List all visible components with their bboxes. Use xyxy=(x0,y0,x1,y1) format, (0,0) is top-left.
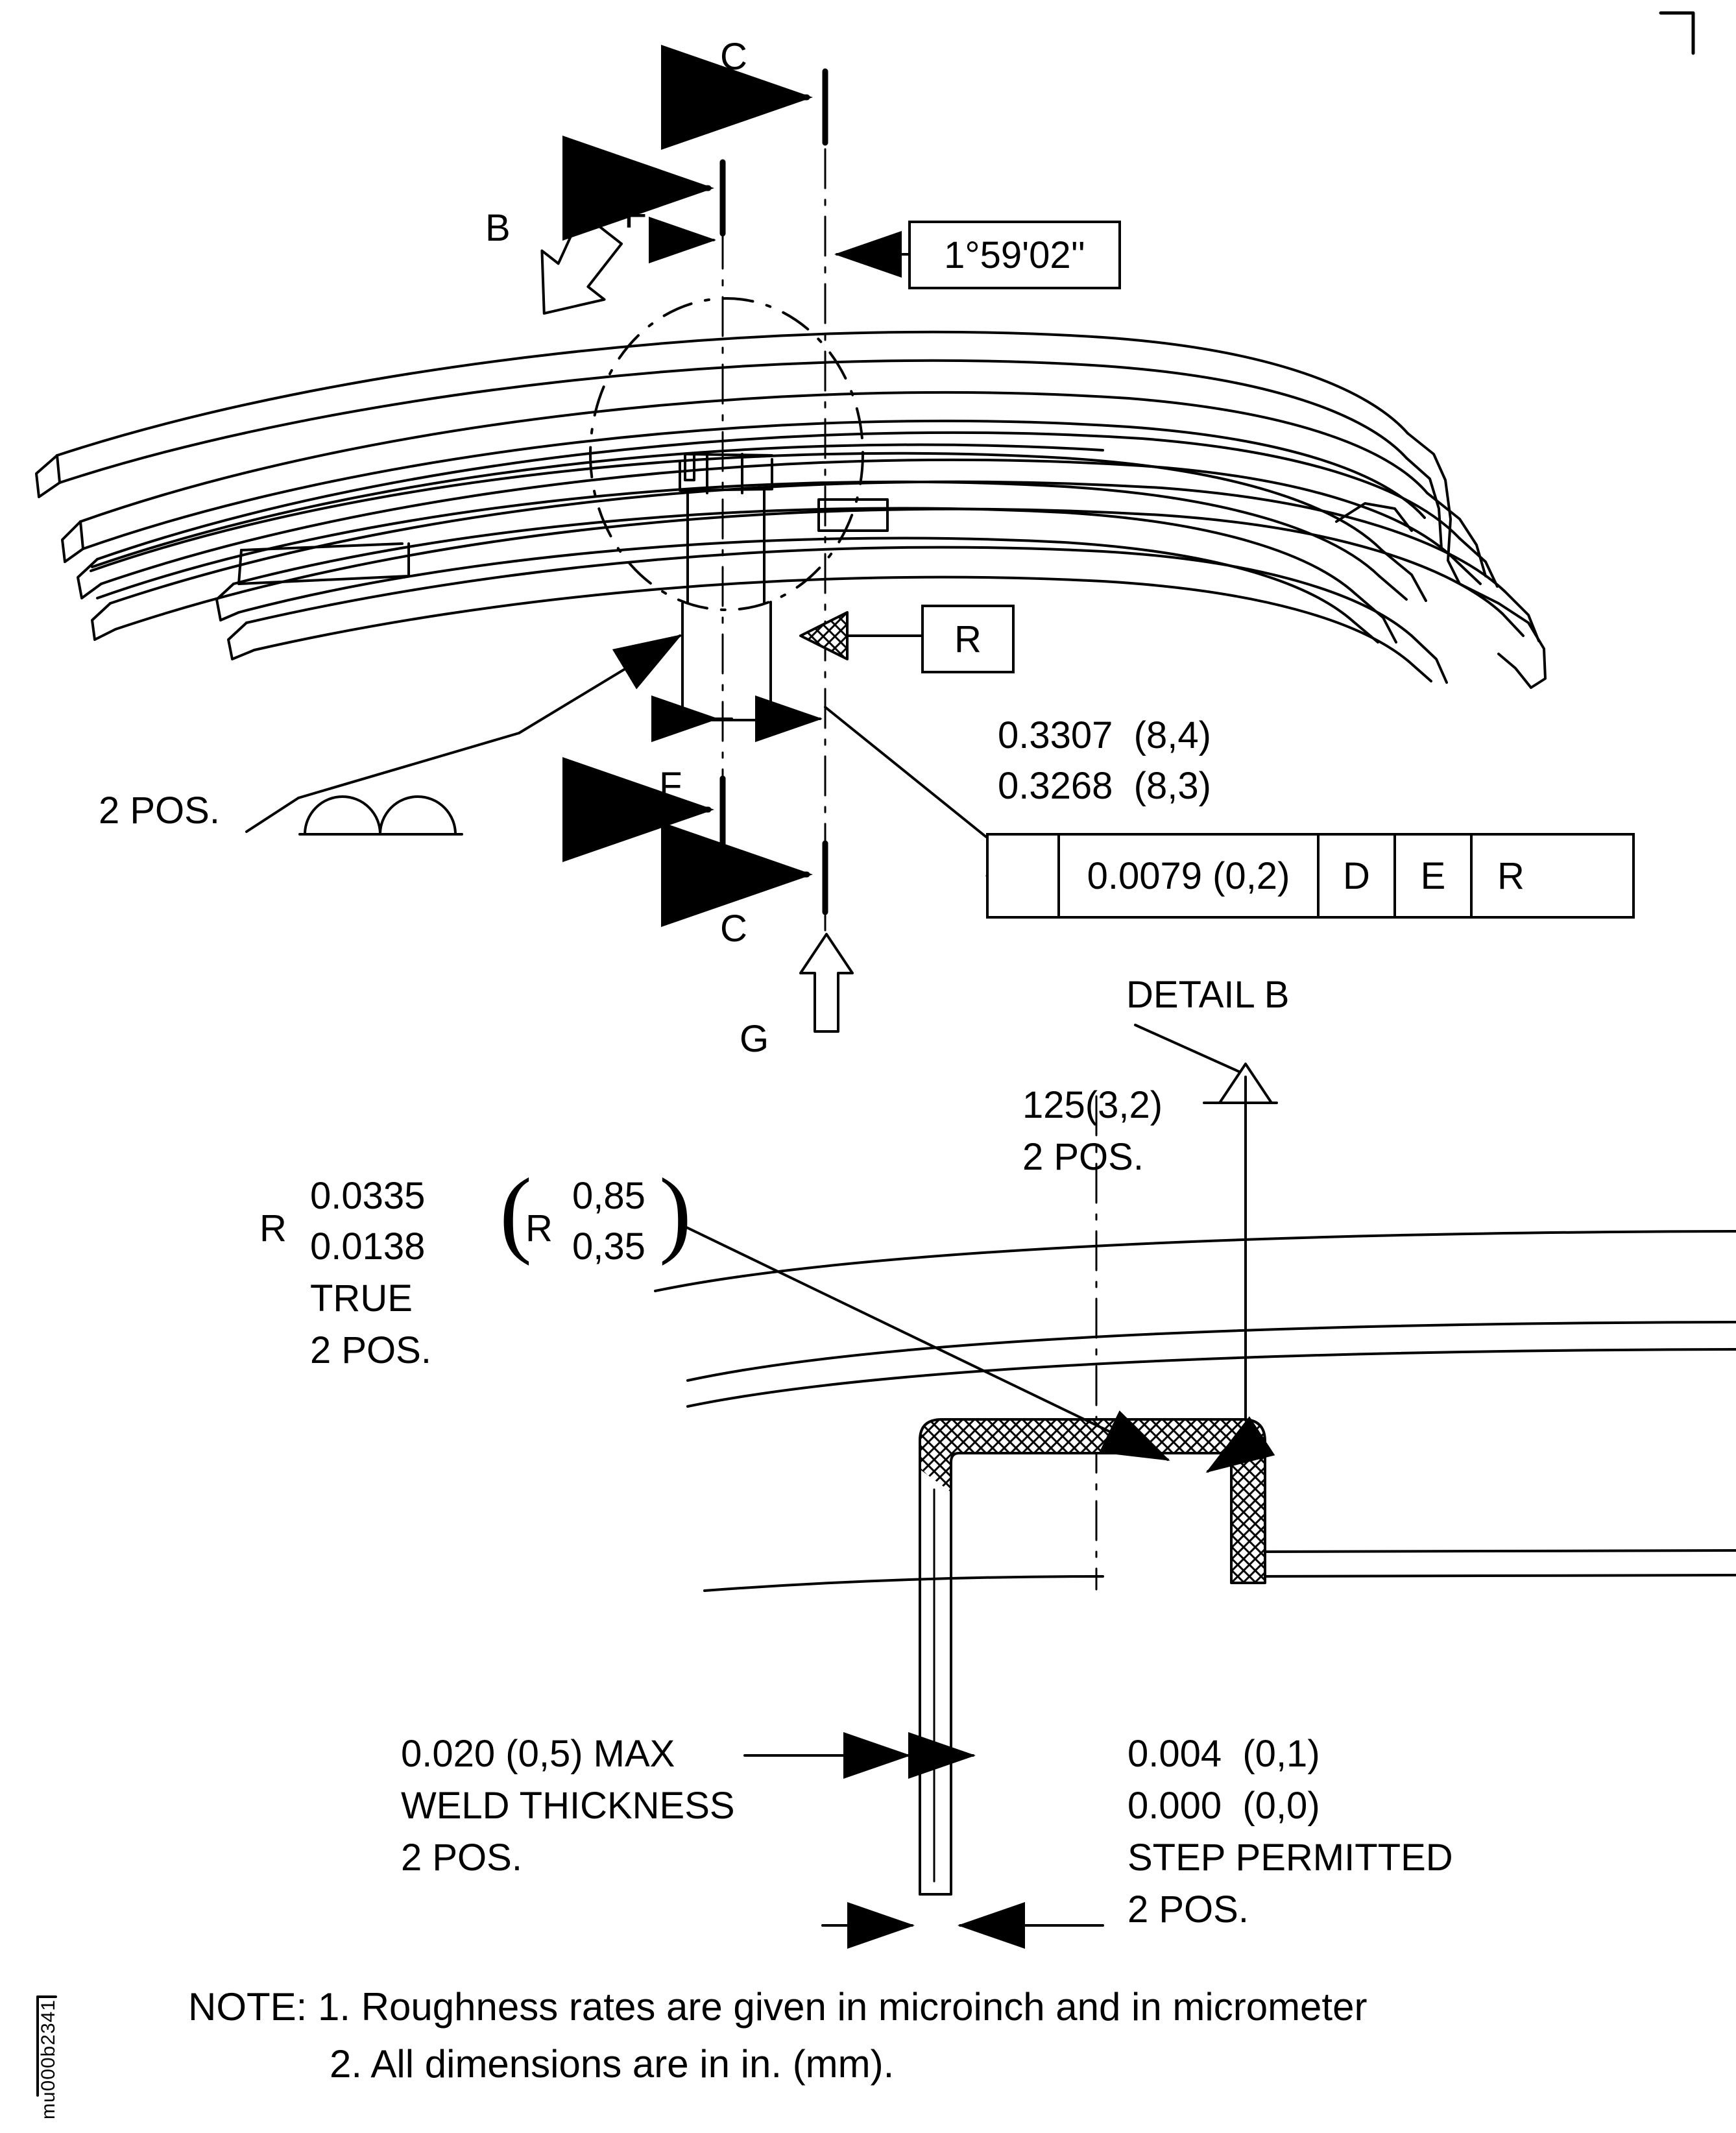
view-arrow-label-g: G xyxy=(740,1018,769,1060)
detail-b-title: DETAIL B xyxy=(1126,974,1290,1016)
weld-note-line2: WELD THICKNESS xyxy=(401,1785,735,1827)
radius-paren-symbol: R xyxy=(525,1207,553,1249)
radius-paren-close: ) xyxy=(659,1159,692,1266)
step-note-line1: 0.004 (0,1) xyxy=(1127,1733,1320,1775)
fcf-datum-e: E xyxy=(1396,836,1473,916)
step-note-line4: 2 POS. xyxy=(1127,1888,1249,1931)
drawing-id-code: mu000b2341 xyxy=(38,1999,59,2120)
datum-r-box xyxy=(921,605,1015,673)
radius-paren-upper: 0,85 xyxy=(572,1175,645,1217)
weld-note-line3: 2 POS. xyxy=(401,1837,522,1879)
note-line-2: 2. All dimensions are in in. (mm). xyxy=(330,2042,895,2086)
weld-note-line1: 0.020 (0,5) MAX xyxy=(401,1733,675,1775)
radius-upper: 0.0335 xyxy=(310,1175,426,1217)
angle-callout-value: 1°59'02'' xyxy=(944,234,1085,276)
radius-lower: 0.0138 xyxy=(310,1225,426,1268)
radius-paren-open: ( xyxy=(500,1159,532,1266)
fcf-datum-d: D xyxy=(1320,836,1396,916)
surface-finish-qualifier: 2 POS. xyxy=(1022,1136,1144,1178)
section-label-f-top: F xyxy=(624,194,647,236)
radius-symbol: R xyxy=(259,1207,287,1249)
section-label-c-top: C xyxy=(720,36,747,78)
two-pos-top-label: 2 POS. xyxy=(99,789,220,832)
section-label-c-bottom: C xyxy=(720,908,747,950)
radius-paren-lower: 0,35 xyxy=(572,1225,645,1268)
thickness-dim-lower: 0.3268 (8,3) xyxy=(998,765,1211,807)
radius-true-label: TRUE xyxy=(310,1277,413,1320)
step-note-line2: 0.000 (0,0) xyxy=(1127,1785,1320,1827)
angle-callout-box xyxy=(908,221,1121,289)
note-line-1: NOTE: 1. Roughness rates are given in microinch and in micrometer xyxy=(188,1985,1368,2029)
fcf-tolerance: 0.0079 (0,2) xyxy=(1060,836,1320,916)
position-symbol xyxy=(989,836,1060,916)
step-note-line3: STEP PERMITTED xyxy=(1127,1837,1453,1879)
thickness-dim-upper: 0.3307 (8,4) xyxy=(998,714,1211,756)
feature-control-frame xyxy=(986,833,1635,919)
detail-arrow-label-b: B xyxy=(485,207,511,249)
fcf-datum-r: R xyxy=(1497,854,1525,897)
section-label-f-bottom: F xyxy=(659,765,682,807)
radius-two-pos: 2 POS. xyxy=(310,1329,431,1371)
surface-finish-value: 125(3,2) xyxy=(1022,1084,1163,1126)
datum-r-label: R xyxy=(954,618,982,660)
